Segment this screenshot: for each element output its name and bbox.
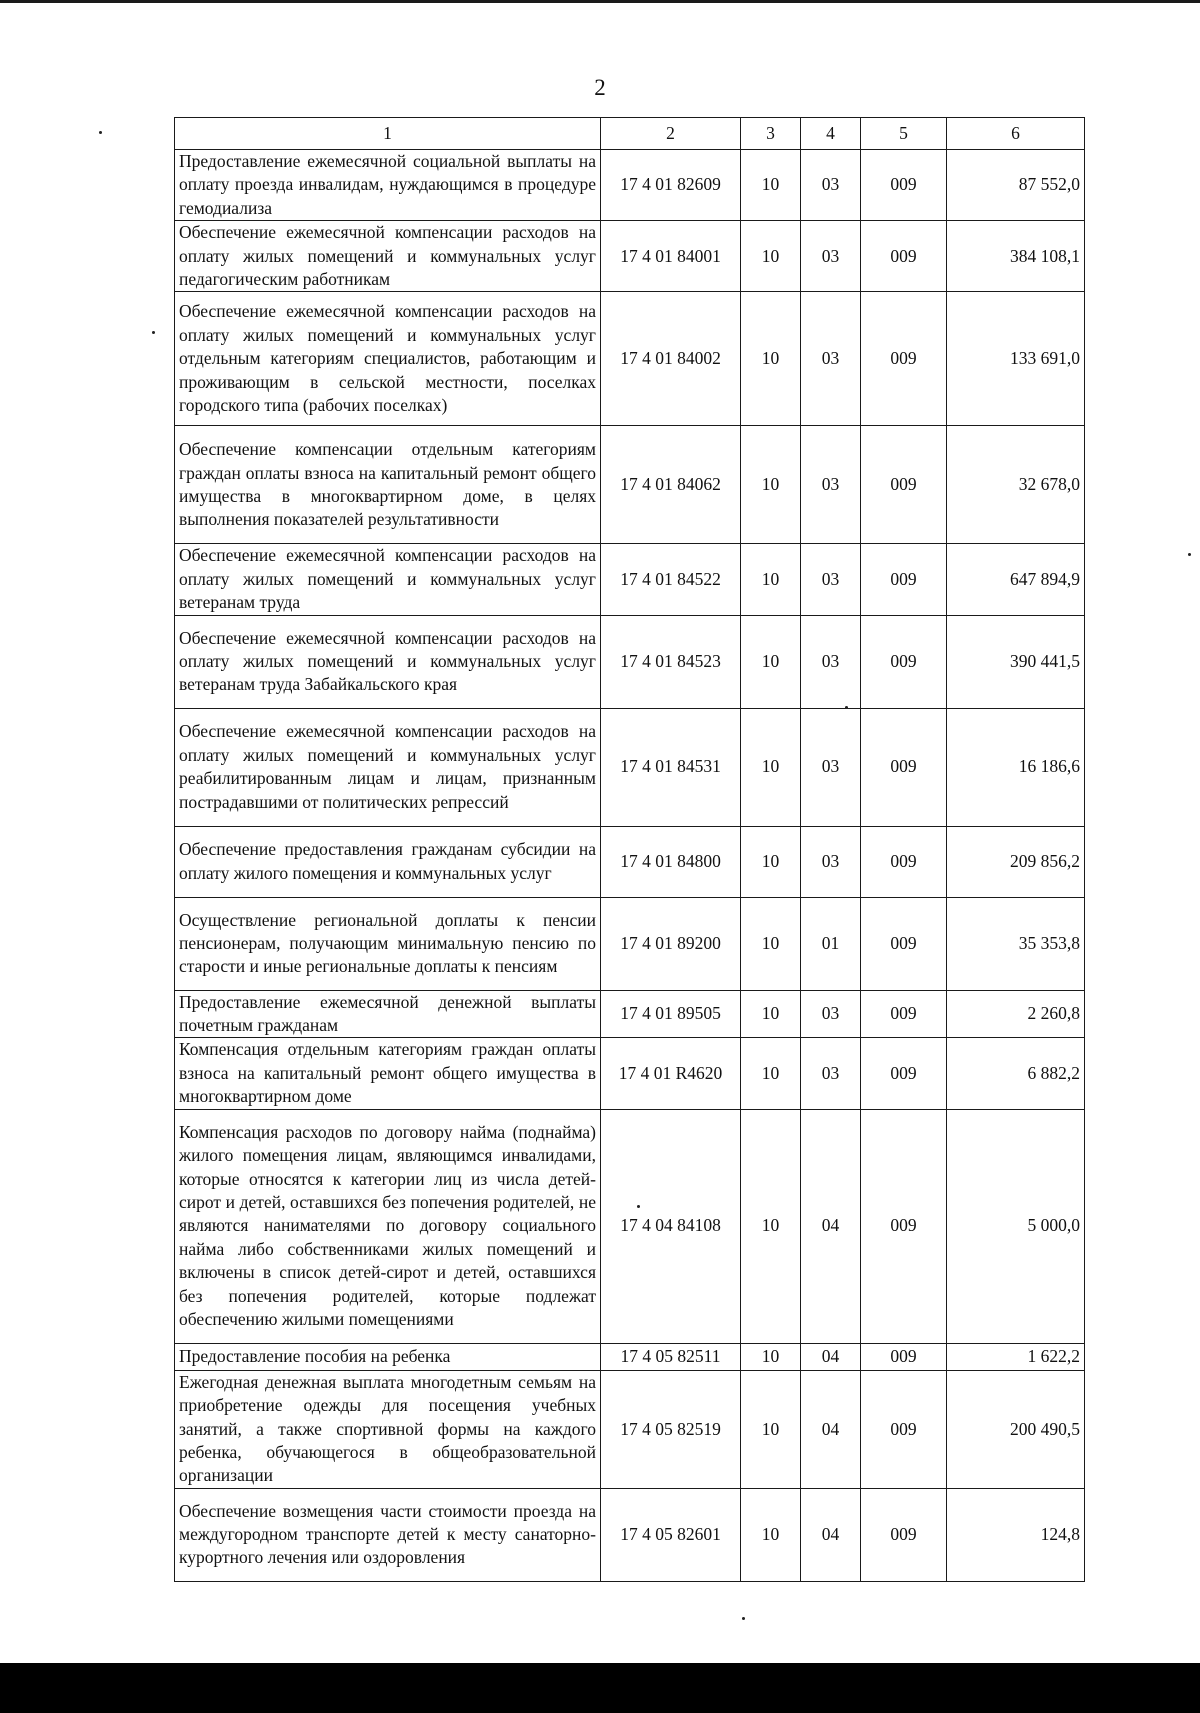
row-subsection: 04 — [801, 1370, 861, 1488]
row-subsection: 03 — [801, 150, 861, 221]
row-amount: 133 691,0 — [947, 292, 1085, 426]
table-row — [175, 544, 1085, 615]
row-target-code: 17 4 01 84001 — [601, 221, 741, 292]
row-amount: 5 000,0 — [947, 1109, 1085, 1343]
row-amount: 209 856,2 — [947, 826, 1085, 897]
row-description: Обеспечение предоставления гражданам субсидии на оплату жилого помещения и коммунальных услуг — [175, 826, 601, 897]
row-target-code: 17 4 01 89200 — [601, 897, 741, 990]
row-description: Обеспечение ежемесячной компенсации расходов на оплату жилых помещений и коммунальных услуг ветеранам труда Забайкальского края — [175, 615, 601, 708]
table-row — [175, 1038, 1085, 1109]
row-description: Предоставление ежемесячной социальной выплаты на оплату проезда инвалидам, нуждающимся в процедуре гемодиализа — [175, 150, 601, 221]
table-row — [175, 426, 1085, 544]
row-amount: 32 678,0 — [947, 426, 1085, 544]
row-section: 10 — [741, 150, 801, 221]
row-amount: 6 882,2 — [947, 1038, 1085, 1109]
row-department: 009 — [861, 221, 947, 292]
table-row — [175, 708, 1085, 826]
scan-speck — [1188, 553, 1191, 556]
row-target-code: 17 4 01 84522 — [601, 544, 741, 615]
row-target-code: 17 4 01 84800 — [601, 826, 741, 897]
row-subsection: 04 — [801, 1488, 861, 1581]
row-subsection: 03 — [801, 426, 861, 544]
row-amount: 35 353,8 — [947, 897, 1085, 990]
row-department: 009 — [861, 150, 947, 221]
row-department: 009 — [861, 292, 947, 426]
row-section: 10 — [741, 544, 801, 615]
page-number: 2 — [594, 75, 606, 100]
row-section: 10 — [741, 1343, 801, 1370]
row-description: Обеспечение возмещения части стоимости проезда на междугородном транспорте детей к месту санаторно-курортного лечения или оздоровления — [175, 1488, 601, 1581]
row-description: Обеспечение ежемесячной компенсации расходов на оплату жилых помещений и коммунальных услуг педагогическим работникам — [175, 221, 601, 292]
row-amount: 1 622,2 — [947, 1343, 1085, 1370]
column-header: 6 — [947, 118, 1085, 150]
column-header: 3 — [741, 118, 801, 150]
row-section: 10 — [741, 292, 801, 426]
scan-bottom-edge — [0, 1663, 1200, 1713]
row-target-code: 17 4 05 82519 — [601, 1370, 741, 1488]
table-row — [175, 1370, 1085, 1488]
row-amount: 124,8 — [947, 1488, 1085, 1581]
page-top-edge — [0, 0, 1200, 3]
row-section: 10 — [741, 1109, 801, 1343]
row-description: Обеспечение ежемесячной компенсации расходов на оплату жилых помещений и коммунальных услуг ветеранам труда — [175, 544, 601, 615]
row-department: 009 — [861, 1038, 947, 1109]
row-department: 009 — [861, 1370, 947, 1488]
row-description: Компенсация расходов по договору найма (поднайма) жилого помещения лицам, являющимся инвалидами, которые относятся к категории лиц из числа детей-сирот и детей, оставшихся без попечения родителей, не являются нанимателями по договору социального найма либо собственниками жилых помещений и включены в список детей-сирот и детей, оставшихся без попечения родителей, которые подлежат обеспечению жилыми помещениями — [175, 1109, 601, 1343]
row-amount: 16 186,6 — [947, 708, 1085, 826]
row-subsection: 04 — [801, 1109, 861, 1343]
table-row — [175, 150, 1085, 221]
row-section: 10 — [741, 826, 801, 897]
table-row — [175, 1488, 1085, 1581]
table-row — [175, 292, 1085, 426]
row-subsection: 03 — [801, 544, 861, 615]
row-description: Предоставление пособия на ребенка — [175, 1343, 601, 1370]
row-description: Обеспечение компенсации отдельным категориям граждан оплаты взноса на капитальный ремонт общего имущества в многоквартирном доме, в целях выполнения показателей результативности — [175, 426, 601, 544]
column-header: 4 — [801, 118, 861, 150]
column-header: 5 — [861, 118, 947, 150]
row-amount: 390 441,5 — [947, 615, 1085, 708]
row-target-code: 17 4 01 R4620 — [601, 1038, 741, 1109]
row-target-code: 17 4 04 84108 — [601, 1109, 741, 1343]
row-section: 10 — [741, 897, 801, 990]
row-section: 10 — [741, 1488, 801, 1581]
row-target-code: 17 4 05 82511 — [601, 1343, 741, 1370]
row-target-code: 17 4 01 84002 — [601, 292, 741, 426]
scan-speck — [637, 1205, 640, 1208]
row-department: 009 — [861, 708, 947, 826]
row-department: 009 — [861, 897, 947, 990]
row-department: 009 — [861, 615, 947, 708]
table-body — [175, 150, 1085, 1582]
row-target-code: 17 4 01 84062 — [601, 426, 741, 544]
scan-speck — [742, 1617, 745, 1620]
row-section: 10 — [741, 708, 801, 826]
row-target-code: 17 4 01 89505 — [601, 990, 741, 1038]
row-subsection: 03 — [801, 615, 861, 708]
row-department: 009 — [861, 826, 947, 897]
row-amount: 200 490,5 — [947, 1370, 1085, 1488]
row-amount: 647 894,9 — [947, 544, 1085, 615]
row-section: 10 — [741, 990, 801, 1038]
row-department: 009 — [861, 426, 947, 544]
row-department: 009 — [861, 1109, 947, 1343]
row-department: 009 — [861, 1488, 947, 1581]
table-row — [175, 1109, 1085, 1343]
column-header: 1 — [175, 118, 601, 150]
row-description: Предоставление ежемесячной денежной выплаты почетным гражданам — [175, 990, 601, 1038]
scan-speck — [845, 706, 848, 709]
table-row — [175, 221, 1085, 292]
row-amount: 384 108,1 — [947, 221, 1085, 292]
row-department: 009 — [861, 544, 947, 615]
row-amount: 2 260,8 — [947, 990, 1085, 1038]
table-row — [175, 1343, 1085, 1370]
row-subsection: 03 — [801, 826, 861, 897]
row-section: 10 — [741, 1038, 801, 1109]
table-row — [175, 990, 1085, 1038]
row-section: 10 — [741, 1370, 801, 1488]
row-section: 10 — [741, 221, 801, 292]
row-subsection: 04 — [801, 1343, 861, 1370]
row-description: Ежегодная денежная выплата многодетным семьям на приобретение одежды для посещения учебных занятий, а также спортивной формы на каждого ребенка, обучающегося в общеобразовательной организации — [175, 1370, 601, 1488]
row-subsection: 03 — [801, 708, 861, 826]
column-header: 2 — [601, 118, 741, 150]
row-subsection: 03 — [801, 990, 861, 1038]
row-section: 10 — [741, 426, 801, 544]
table-row — [175, 615, 1085, 708]
row-target-code: 17 4 01 84523 — [601, 615, 741, 708]
budget-allocation-table — [174, 117, 1085, 1582]
row-description: Компенсация отдельным категориям граждан оплаты взноса на капитальный ремонт общего имущества в многоквартирном доме — [175, 1038, 601, 1109]
table-row — [175, 897, 1085, 990]
table-header-row — [175, 118, 1085, 150]
scan-speck — [152, 331, 155, 334]
row-amount: 87 552,0 — [947, 150, 1085, 221]
row-subsection: 01 — [801, 897, 861, 990]
row-description: Обеспечение ежемесячной компенсации расходов на оплату жилых помещений и коммунальных услуг реабилитированным лицам и лицам, признанным пострадавшими от политических репрессий — [175, 708, 601, 826]
row-department: 009 — [861, 1343, 947, 1370]
scan-speck — [99, 131, 102, 134]
row-target-code: 17 4 05 82601 — [601, 1488, 741, 1581]
row-description: Осуществление региональной доплаты к пенсии пенсионерам, получающим минимальную пенсию по старости и иные региональные доплаты к пенсиям — [175, 897, 601, 990]
row-subsection: 03 — [801, 221, 861, 292]
row-section: 10 — [741, 615, 801, 708]
table-row — [175, 826, 1085, 897]
row-target-code: 17 4 01 84531 — [601, 708, 741, 826]
row-subsection: 03 — [801, 292, 861, 426]
row-subsection: 03 — [801, 1038, 861, 1109]
row-description: Обеспечение ежемесячной компенсации расходов на оплату жилых помещений и коммунальных услуг отдельным категориям специалистов, работающим и проживающим в сельской местности, поселках городского типа (рабочих поселках) — [175, 292, 601, 426]
row-target-code: 17 4 01 82609 — [601, 150, 741, 221]
row-department: 009 — [861, 990, 947, 1038]
